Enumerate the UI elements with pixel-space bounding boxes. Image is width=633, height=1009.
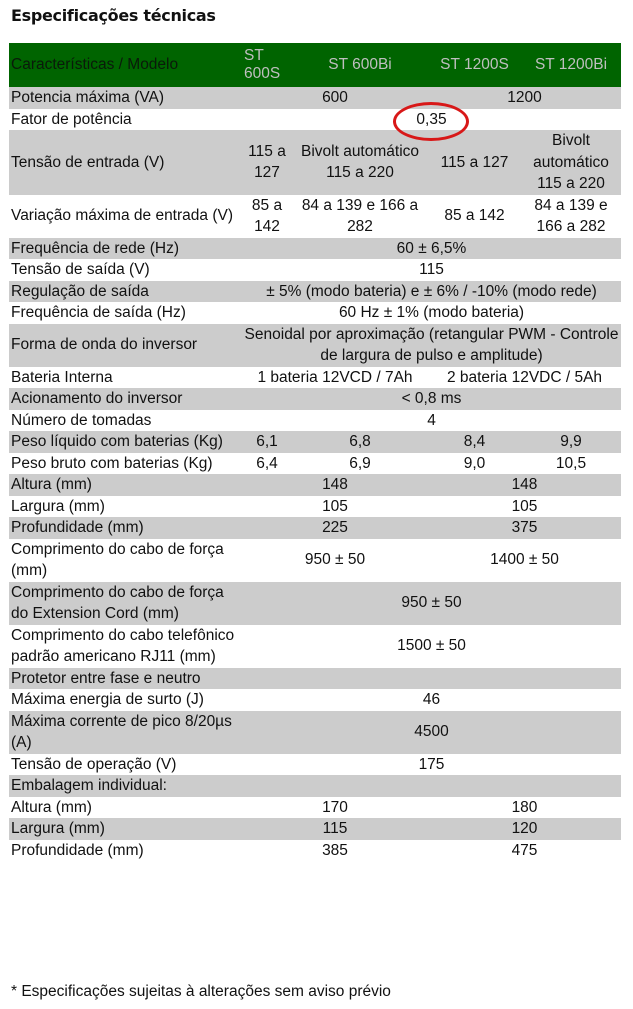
cell-all: 4 — [427, 411, 436, 429]
cell-600: 115 — [322, 820, 348, 837]
cell-all: 175 — [418, 755, 445, 773]
table-row — [9, 668, 621, 690]
cell-600: 600 — [322, 89, 348, 106]
cell-600: 1 bateria 12VCD / 7Ah — [257, 368, 413, 386]
row-label: Embalagem individual: — [11, 777, 167, 794]
table-row — [9, 324, 621, 367]
cell-1200: 1200 — [507, 89, 542, 106]
header-model-st600bi: ST 600Bi — [328, 56, 392, 74]
table-row — [9, 496, 621, 518]
cell-st600s: 115 a 127 — [248, 142, 286, 182]
cell-600: 170 — [322, 798, 348, 816]
table-row — [9, 539, 621, 582]
cell-st1200s: 9,0 — [463, 454, 486, 472]
cell-all — [242, 775, 621, 797]
cell-st1200bi: 10,5 — [555, 454, 587, 472]
table-row — [9, 130, 621, 195]
row-label: Bateria Interna — [11, 368, 113, 386]
cell-all: Senoidal por aproximação (retangular PWM - Controle de largura de pulso e amplitude) — [244, 325, 619, 364]
row-label: Acionamento do inversor — [11, 390, 183, 407]
cell-st600s: 85 a 142 — [251, 196, 283, 235]
table-row — [9, 797, 621, 819]
row-label: Protetor entre fase e neutro — [11, 669, 201, 687]
header-characteristics: Características / Modelo — [11, 56, 179, 74]
cell-st1200s: 8,4 — [463, 433, 486, 450]
header-model-st1200s: ST 1200S — [440, 56, 509, 74]
cell-1200: 120 — [511, 820, 538, 837]
cell-all: 950 ± 50 — [401, 594, 462, 612]
cell-1200: 375 — [511, 519, 538, 536]
row-label: Largura (mm) — [11, 820, 105, 837]
table-row — [9, 625, 621, 668]
table-row — [9, 453, 621, 475]
table-row — [9, 474, 621, 496]
row-label: Peso bruto com baterias (Kg) — [11, 454, 213, 472]
row-label: Altura (mm) — [11, 476, 92, 493]
row-label: Variação máxima de entrada (V) — [11, 207, 233, 225]
cell-600: 225 — [322, 519, 348, 536]
row-label: Largura (mm) — [11, 497, 105, 515]
table-row — [9, 109, 621, 131]
row-label: Frequência de rede (Hz) — [11, 239, 179, 257]
row-label: Comprimento do cabo telefônico padrão americano RJ11 (mm) — [11, 626, 235, 665]
row-label: Fator de potência — [11, 110, 132, 128]
cell-1200: 180 — [511, 798, 538, 816]
row-label: Profundidade (mm) — [11, 519, 144, 536]
table-row — [9, 87, 621, 109]
row-label: Regulação de saída — [11, 282, 149, 300]
table-row — [9, 582, 621, 625]
row-label: Potencia máxima (VA) — [11, 89, 165, 106]
cell-st1200bi: 84 a 139 e 166 a 282 — [534, 196, 608, 235]
row-label: Tensão de saída (V) — [11, 261, 150, 278]
row-label: Altura (mm) — [11, 798, 92, 816]
table-row — [9, 388, 621, 410]
cell-st600bi: Bivolt automático 115 a 220 — [300, 142, 420, 182]
cell-all — [242, 668, 621, 690]
cell-st600bi: 84 a 139 e 166 a 282 — [301, 196, 419, 235]
cell-all: ± 5% (modo bateria) e ± 6% / -10% (modo rede) — [266, 282, 597, 300]
cell-st600bi: 6,9 — [349, 454, 371, 472]
table-row — [9, 840, 621, 862]
cell-all: 1500 ± 50 — [397, 637, 466, 655]
cell-1200: 148 — [511, 476, 538, 493]
cell-600: 385 — [322, 841, 348, 859]
cell-st1200s: 85 a 142 — [444, 207, 505, 225]
cell-st600s: 6,1 — [256, 433, 278, 450]
row-label: Tensão de operação (V) — [11, 755, 177, 773]
cell-all: < 0,8 ms — [401, 390, 462, 407]
table-row — [9, 195, 621, 238]
row-label: Número de tomadas — [11, 411, 152, 429]
table-header-row — [9, 43, 621, 87]
cell-st1200s: 115 a 127 — [440, 153, 509, 171]
header-model-st600s: ST 600S — [244, 47, 281, 82]
cell-st600bi: 6,8 — [349, 433, 371, 450]
header-model-st1200bi: ST 1200Bi — [534, 56, 608, 74]
cell-1200: 1400 ± 50 — [490, 551, 559, 569]
row-label: Forma de onda do inversor — [11, 336, 198, 354]
table-row — [9, 410, 621, 432]
cell-st600s: 6,4 — [256, 454, 278, 472]
specs-table — [9, 43, 621, 861]
page-title: Especificações técnicas — [11, 6, 216, 25]
row-label: Máxima energia de surto (J) — [11, 691, 204, 708]
table-row — [9, 367, 621, 389]
table-row — [9, 754, 621, 776]
table-row — [9, 281, 621, 303]
table-row — [9, 302, 621, 324]
cell-st1200bi: 9,9 — [560, 433, 582, 450]
table-row — [9, 259, 621, 281]
cell-all: 4500 — [414, 723, 449, 741]
table-row — [9, 238, 621, 260]
table-row — [9, 431, 621, 453]
row-label: Peso líquido com baterias (Kg) — [11, 433, 223, 450]
row-label: Profundidade (mm) — [11, 841, 144, 859]
row-label: Comprimento do cabo de força do Extension Cord (mm) — [11, 583, 224, 622]
footnote: * Especificações sujeitas à alterações sem aviso prévio — [11, 983, 391, 1000]
cell-all: 0,35 — [416, 110, 447, 128]
cell-600: 950 ± 50 — [304, 551, 366, 569]
cell-all: 115 — [419, 261, 444, 278]
cell-st1200bi: Bivolt automático 115 a 220 — [533, 132, 609, 192]
row-label: Tensão de entrada (V) — [11, 153, 165, 171]
table-row — [9, 711, 621, 754]
cell-1200: 475 — [511, 841, 538, 859]
table-row — [9, 775, 621, 797]
table-row — [9, 818, 621, 840]
row-label: Comprimento do cabo de força (mm) — [11, 540, 224, 579]
cell-1200: 2 bateria 12VDC / 5Ah — [446, 368, 603, 386]
cell-all: 60 ± 6,5% — [396, 239, 467, 257]
cell-1200: 105 — [511, 497, 538, 515]
table-row — [9, 689, 621, 711]
cell-600: 148 — [322, 476, 348, 493]
cell-600: 105 — [322, 497, 348, 515]
cell-all: 60 Hz ± 1% (modo bateria) — [338, 304, 525, 321]
row-label: Máxima corrente de pico 8/20µs (A) — [11, 712, 232, 751]
row-label: Frequência de saída (Hz) — [11, 304, 186, 321]
table-row — [9, 517, 621, 539]
cell-all: 46 — [422, 691, 441, 708]
